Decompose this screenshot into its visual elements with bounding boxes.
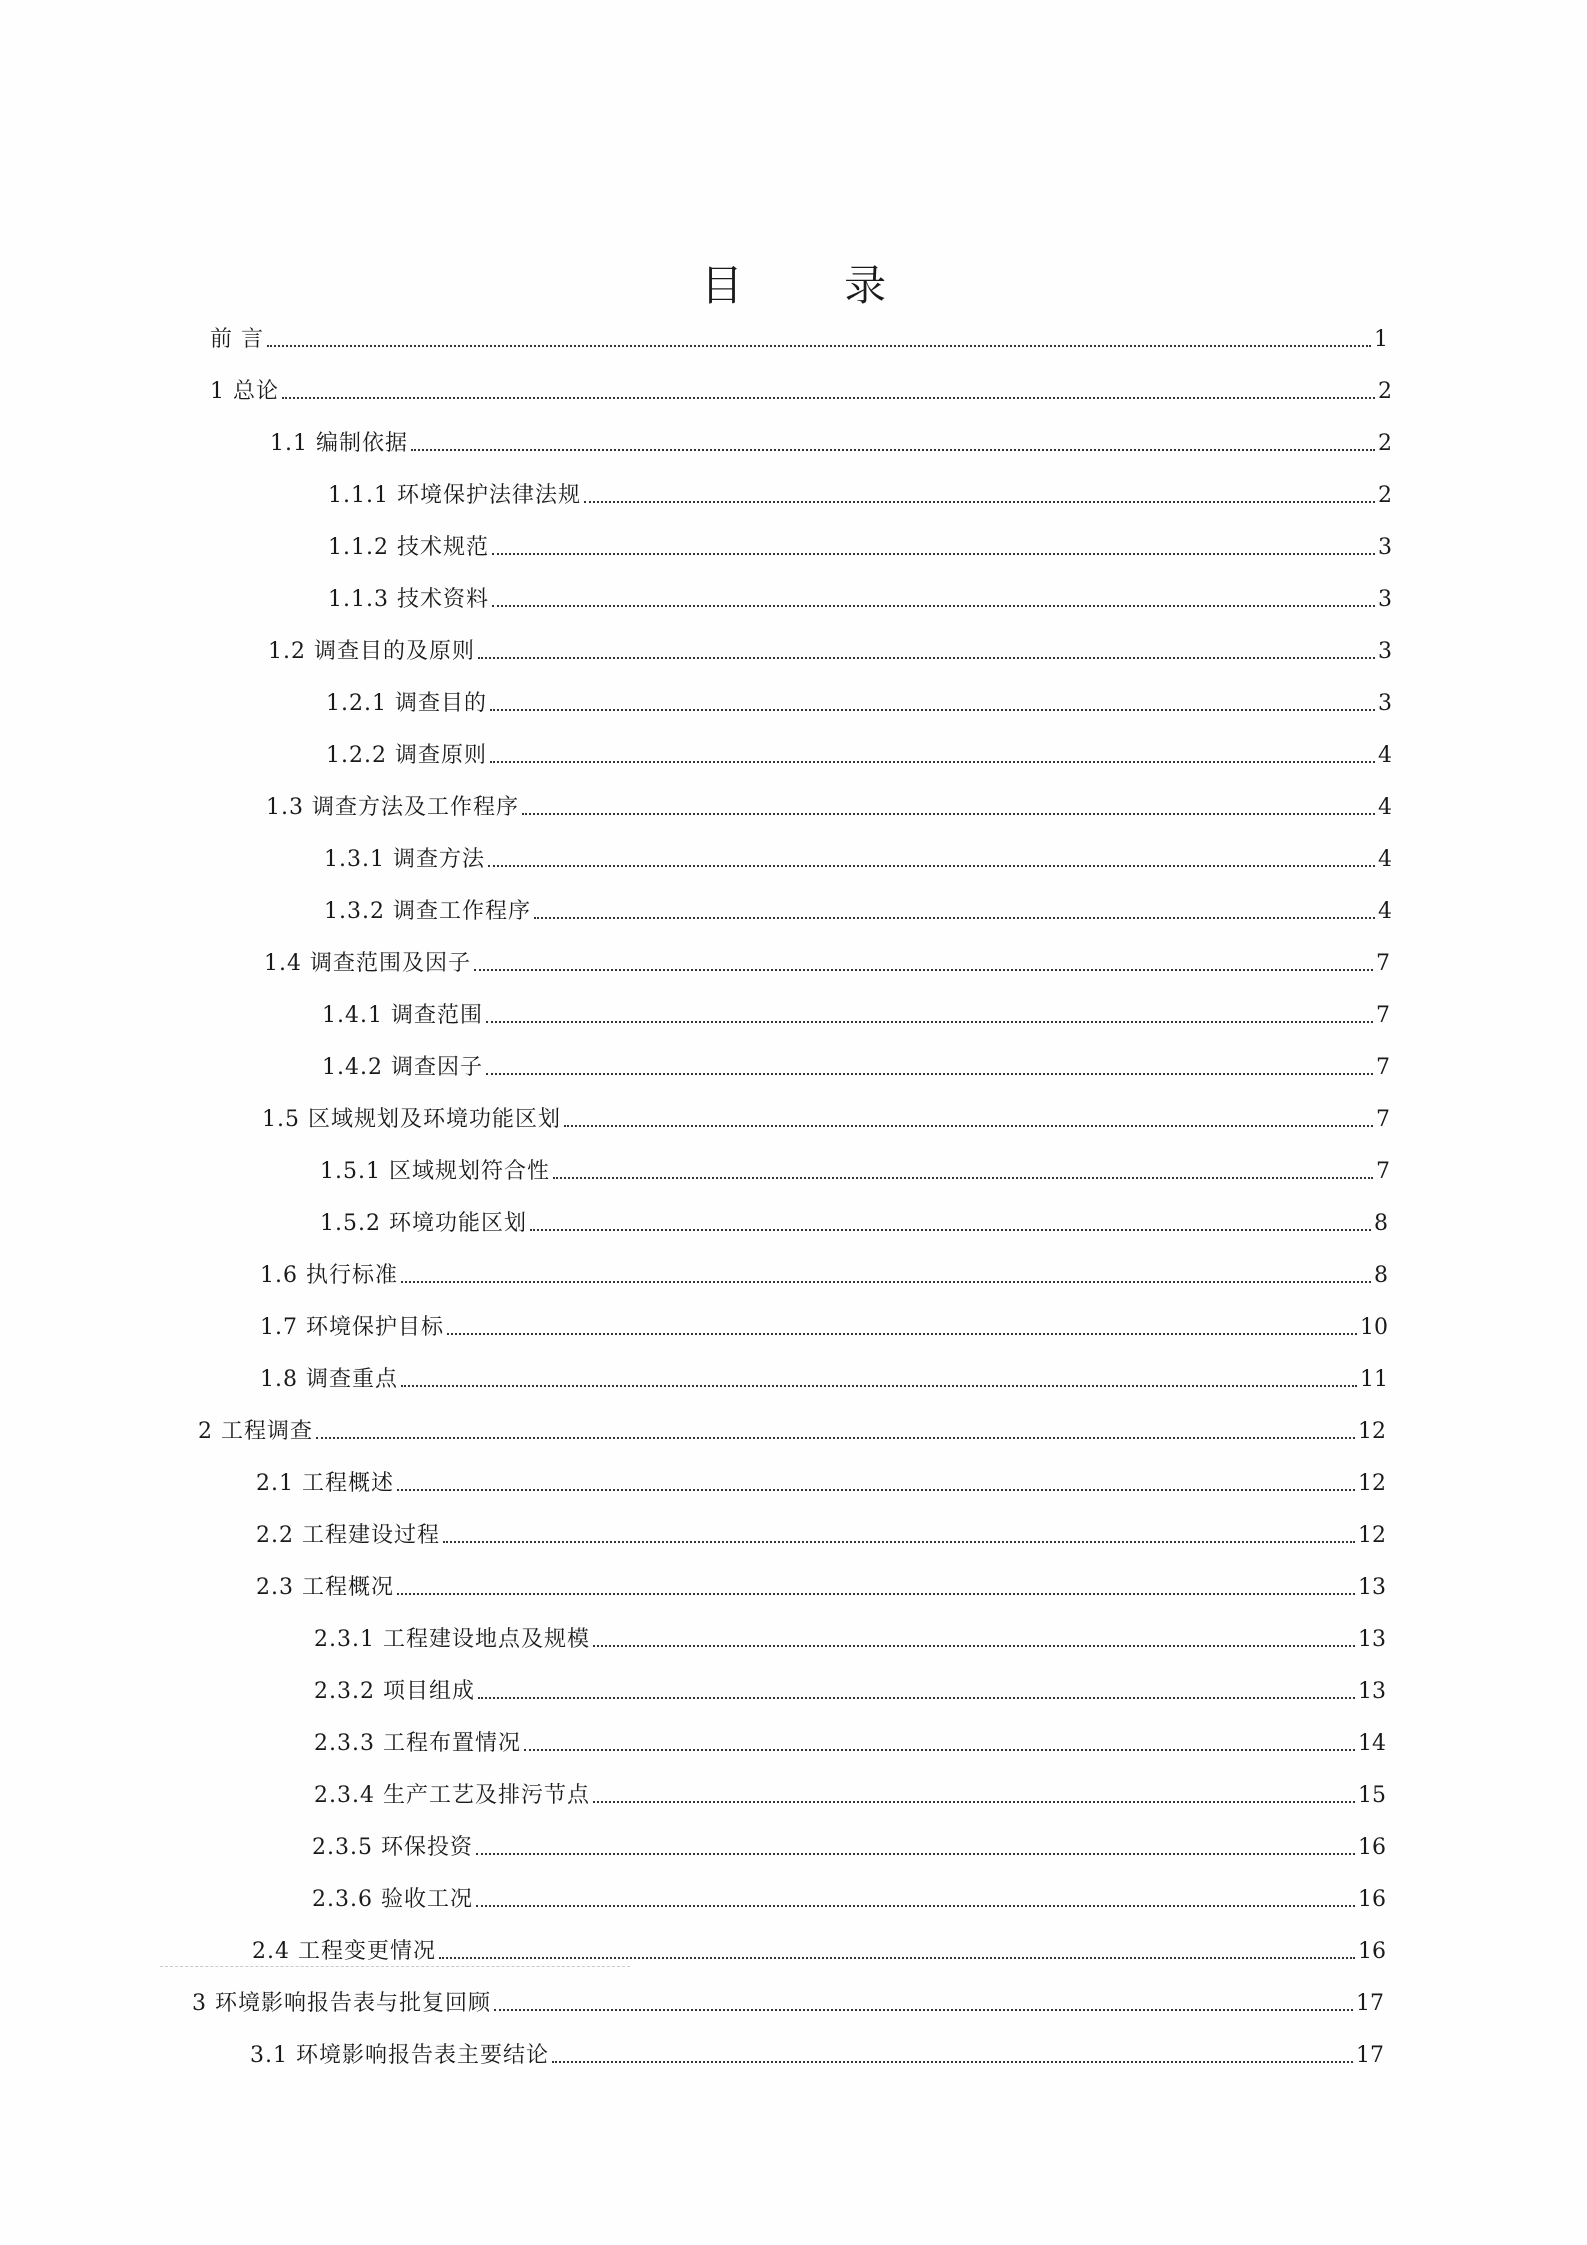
toc-entry-text: 3.1 环境影响报告表主要结论 [250,2043,549,2068]
toc-leader-dots [488,864,1375,867]
toc-entry-text: 2.4 工程变更情况 [252,1939,436,1964]
toc-leader-dots [486,1020,1373,1023]
toc-entry[interactable] [256,1566,1386,1602]
toc-entry-page: 4 [1378,847,1392,872]
toc-leader-dots [593,1644,1355,1647]
toc-entry-page: 12 [1358,1419,1386,1444]
toc-leader-dots [584,500,1375,503]
toc-leader-dots [492,604,1375,607]
toc-entry-page: 13 [1358,1679,1386,1704]
toc-entry-page: 1 [1374,327,1388,352]
toc-entry-page: 16 [1358,1939,1386,1964]
toc-entry-page: 13 [1358,1575,1386,1600]
toc-entry[interactable] [312,1826,1386,1862]
toc-entry-text: 2.2 工程建设过程 [256,1523,440,1548]
toc-entry[interactable] [322,994,1390,1030]
toc-entry-text: 1.2 调查目的及原则 [268,639,475,664]
toc-entry[interactable] [326,682,1392,718]
toc-entry[interactable] [262,1098,1390,1134]
toc-entry-text: 3 环境影响报告表与批复回顾 [192,1991,491,2016]
toc-entry[interactable] [192,1982,1384,2018]
toc-entry[interactable] [266,786,1392,822]
toc-leader-dots [522,812,1375,815]
toc-entry-page: 10 [1360,1315,1388,1340]
toc-entry-text: 2.1 工程概述 [256,1471,394,1496]
toc-entry[interactable] [270,422,1392,458]
toc-entry-page: 8 [1374,1263,1388,1288]
toc-leader-dots [474,968,1373,971]
toc-entry-page: 3 [1378,639,1392,664]
toc-entry-page: 14 [1358,1731,1386,1756]
toc-entry-page: 13 [1358,1627,1386,1652]
toc-leader-dots [411,448,1375,451]
toc-entry-text: 2.3 工程概况 [256,1575,394,1600]
toc-entry-page: 4 [1378,899,1392,924]
toc-entry-text: 1.6 执行标准 [260,1263,398,1288]
toc-leader-dots [282,396,1375,399]
toc-entry[interactable] [324,838,1392,874]
toc-entry[interactable] [252,1930,1386,1966]
toc-entry-page: 3 [1378,587,1392,612]
toc-leader-dots [530,1228,1371,1231]
toc-entry[interactable] [312,1878,1386,1914]
toc-entry-text: 1.1 编制依据 [270,431,408,456]
toc-leader-dots [316,1436,1355,1439]
toc-entry-text: 1.2.1 调查目的 [326,691,487,716]
page-title: 目 录 [700,261,931,310]
toc-entry-text: 1.5.1 区域规划符合性 [320,1159,550,1184]
toc-entry-page: 2 [1378,379,1392,404]
toc-entry-text: 1.3.2 调查工作程序 [324,899,531,924]
toc-entry-text: 1.8 调查重点 [260,1367,398,1392]
toc-leader-dots [486,1072,1373,1075]
toc-entry[interactable] [268,630,1392,666]
toc-leader-dots [492,552,1375,555]
toc-entry[interactable] [324,890,1392,926]
toc-entry-page: 17 [1356,1991,1384,2016]
toc-leader-dots [401,1280,1371,1283]
toc-entry-text: 1.7 环境保护目标 [260,1315,444,1340]
toc-entry[interactable] [314,1618,1386,1654]
toc-entry[interactable] [210,370,1392,406]
toc-entry[interactable] [314,1670,1386,1706]
toc-entry-text: 2 工程调查 [198,1419,313,1444]
toc-leader-dots [534,916,1375,919]
toc-leader-dots [397,1488,1355,1491]
toc-leader-dots [490,760,1375,763]
toc-entry[interactable] [322,1046,1390,1082]
toc-entry-page: 12 [1358,1471,1386,1496]
toc-entry[interactable] [264,942,1390,978]
toc-entry-text: 1.3 调查方法及工作程序 [266,795,519,820]
toc-entry-page: 16 [1358,1887,1386,1912]
toc-entry-text: 2.3.5 环保投资 [312,1835,473,1860]
toc-entry-page: 3 [1378,535,1392,560]
toc-leader-dots [443,1540,1355,1543]
toc-entry-text: 1.1.3 技术资料 [328,587,489,612]
toc-entry-page: 3 [1378,691,1392,716]
toc-entry[interactable] [320,1150,1390,1186]
toc-leader-dots [490,708,1375,711]
toc-leader-dots [447,1332,1357,1335]
toc-entry[interactable] [210,318,1388,354]
toc-leader-dots [553,1176,1373,1179]
toc-entry[interactable] [320,1202,1388,1238]
toc-leader-dots [478,1696,1355,1699]
toc-entry-page: 11 [1360,1367,1388,1392]
toc-leader-dots [478,656,1375,659]
toc-entry-text: 2.3.4 生产工艺及排污节点 [314,1783,590,1808]
toc-entry-page: 7 [1376,1107,1390,1132]
toc-leader-dots [439,1956,1355,1959]
toc-entry-page: 12 [1358,1523,1386,1548]
toc-leader-dots [401,1384,1357,1387]
toc-entry-text: 1.1.2 技术规范 [328,535,489,560]
toc-leader-dots [397,1592,1355,1595]
toc-entry-text: 2.3.2 项目组成 [314,1679,475,1704]
toc-entry[interactable] [326,734,1392,770]
toc-entry[interactable] [260,1254,1388,1290]
toc-entry-page: 16 [1358,1835,1386,1860]
toc-entry-text: 1.5.2 环境功能区划 [320,1211,527,1236]
toc-leader-dots [564,1124,1373,1127]
toc-leader-dots [593,1800,1355,1803]
toc-entry[interactable] [198,1410,1386,1446]
toc-entry-text: 1 总论 [210,379,279,404]
toc-entry-page: 4 [1378,795,1392,820]
toc-entry[interactable] [256,1462,1386,1498]
toc-entry[interactable] [260,1358,1388,1394]
toc-entry-page: 8 [1374,1211,1388,1236]
toc-entry-page: 2 [1378,483,1392,508]
toc-entry[interactable] [250,2034,1384,2070]
toc-entry-text: 2.3.6 验收工况 [312,1887,473,1912]
toc-entry-page: 7 [1376,1159,1390,1184]
toc-entry-text: 1.2.2 调查原则 [326,743,487,768]
toc-entry-page: 4 [1378,743,1392,768]
toc-entry-page: 2 [1378,431,1392,456]
toc-entry-text: 1.5 区域规划及环境功能区划 [262,1107,561,1132]
toc-leader-dots [494,2008,1353,2011]
toc-entry-page: 7 [1376,1055,1390,1080]
toc-entry[interactable] [314,1774,1386,1810]
toc-entry-text: 2.3.3 工程布置情况 [314,1731,521,1756]
toc-entry-page: 15 [1358,1783,1386,1808]
toc-entry[interactable] [328,474,1392,510]
toc-entry-page: 7 [1376,1003,1390,1028]
toc-entry[interactable] [328,578,1392,614]
toc-entry-text: 1.3.1 调查方法 [324,847,485,872]
toc-entry-text: 1.4.2 调查因子 [322,1055,483,1080]
toc-leader-dots [524,1748,1355,1751]
toc-entry[interactable] [260,1306,1388,1342]
toc-entry-text: 1.1.1 环境保护法律法规 [328,483,581,508]
toc-leader-dots [476,1904,1355,1907]
toc-entry[interactable] [314,1722,1386,1758]
toc-entry[interactable] [256,1514,1386,1550]
toc-entry-text: 前 言 [210,327,264,352]
toc-entry-text: 1.4 调查范围及因子 [264,951,471,976]
scan-artifact-line [160,1966,630,1967]
toc-entry-text: 2.3.1 工程建设地点及规模 [314,1627,590,1652]
toc-entry-page: 17 [1356,2043,1384,2068]
toc-leader-dots [476,1852,1355,1855]
toc-entry-page: 7 [1376,951,1390,976]
toc-entry-text: 1.4.1 调查范围 [322,1003,483,1028]
toc-leader-dots [267,344,1371,347]
toc-leader-dots [552,2060,1353,2063]
toc-entry[interactable] [328,526,1392,562]
